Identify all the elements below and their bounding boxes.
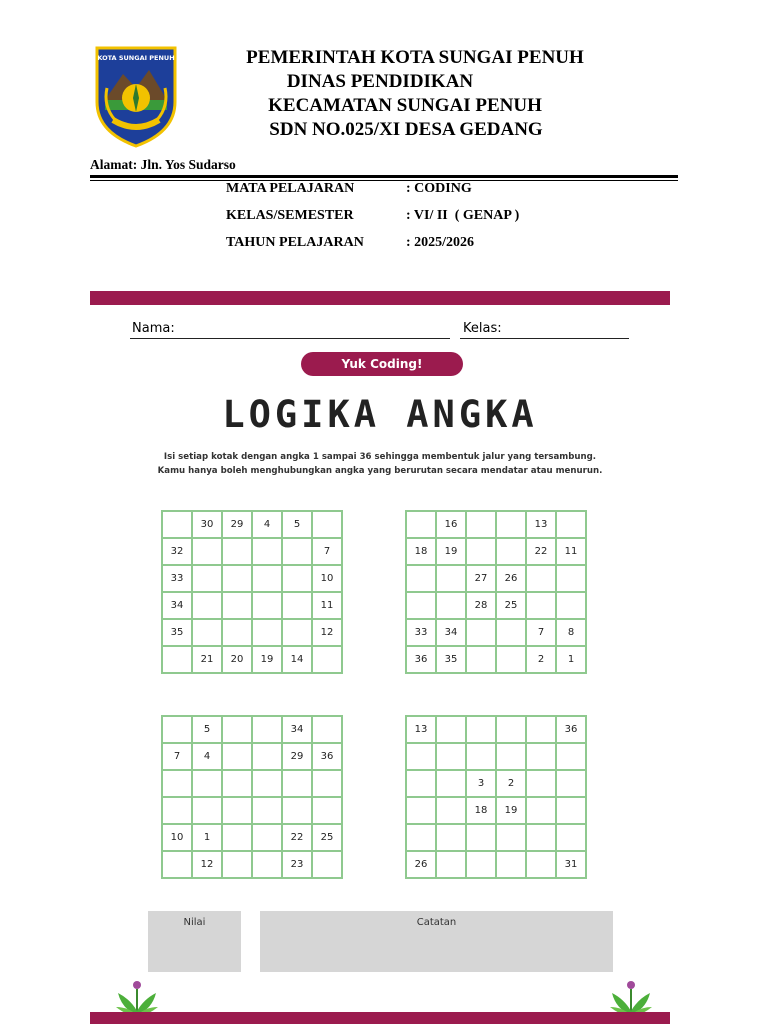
grid-cell[interactable] (556, 770, 586, 797)
grid-cell[interactable] (222, 619, 252, 646)
grid-row (162, 716, 342, 743)
grid-cell[interactable] (436, 565, 466, 592)
grid-cell[interactable]: 11 (312, 592, 342, 619)
grid-cell[interactable] (496, 743, 526, 770)
grid-cell[interactable]: 25 (312, 824, 342, 851)
grid-cell[interactable]: 34 (436, 619, 466, 646)
grid-cell[interactable] (556, 565, 586, 592)
grid-row (406, 511, 586, 538)
grid-cell[interactable] (312, 646, 342, 673)
grid-cell[interactable] (496, 716, 526, 743)
header-school: SDN NO.025/XI DESA GEDANG (269, 119, 543, 140)
logo-text: KOTA SUNGAI PENUH (97, 54, 175, 62)
grid-row (406, 716, 586, 743)
grid-cell[interactable] (252, 538, 282, 565)
grid-cell[interactable] (436, 716, 466, 743)
grid-row (406, 538, 586, 565)
grid-cell[interactable] (436, 851, 466, 878)
grid-cell[interactable] (252, 716, 282, 743)
header-department: DINAS PENDIDIKAN (286, 71, 474, 92)
grid-cell[interactable] (222, 592, 252, 619)
grid-cell[interactable]: 14 (282, 646, 312, 673)
grid-cell[interactable] (162, 646, 192, 673)
instruction-line-1: Isi setiap kotak dengan angka 1 sampai 36 sehingga membentuk jalur yang tersambung. (163, 452, 597, 462)
grid-cell[interactable] (556, 797, 586, 824)
grid-cell[interactable] (312, 511, 342, 538)
grid-cell[interactable]: 4 (252, 511, 282, 538)
grid-cell[interactable] (406, 592, 436, 619)
grid-cell[interactable] (222, 716, 252, 743)
grid-cell[interactable] (466, 538, 496, 565)
grid-cell[interactable] (406, 743, 436, 770)
grid-cell[interactable] (526, 824, 556, 851)
grid-cell[interactable] (556, 743, 586, 770)
grid-cell[interactable] (556, 824, 586, 851)
grid-cell[interactable] (556, 511, 586, 538)
grid-cell[interactable] (222, 743, 252, 770)
grid-cell[interactable]: 4 (192, 743, 222, 770)
grid-cell[interactable]: 29 (222, 511, 252, 538)
grid-cell[interactable]: 2 (496, 770, 526, 797)
grid-row (162, 619, 342, 646)
worksheet-title: LOGIKA ANGKA (222, 393, 538, 436)
grid-cell[interactable] (496, 619, 526, 646)
grid-row (406, 619, 586, 646)
grid-cell[interactable] (436, 770, 466, 797)
grid-cell[interactable]: 30 (192, 511, 222, 538)
grid-cell[interactable] (466, 511, 496, 538)
score-box[interactable] (148, 911, 241, 972)
grid-cell[interactable] (282, 592, 312, 619)
grid-row (162, 851, 342, 878)
grid-row (406, 770, 586, 797)
grid-cell[interactable] (162, 797, 192, 824)
grid-cell[interactable] (406, 770, 436, 797)
grid-cell[interactable]: 7 (312, 538, 342, 565)
grid-row (162, 592, 342, 619)
grid-cell[interactable]: 12 (192, 851, 222, 878)
grid-cell[interactable]: 26 (496, 565, 526, 592)
grid-cell[interactable]: 33 (406, 619, 436, 646)
grid-cell[interactable] (282, 770, 312, 797)
name-label: Nama: (132, 321, 175, 336)
grid-row (162, 770, 342, 797)
grid-cell[interactable]: 3 (466, 770, 496, 797)
grid-cell[interactable] (282, 565, 312, 592)
grid-cell[interactable] (466, 646, 496, 673)
grid-cell[interactable]: 12 (312, 619, 342, 646)
grid-cell[interactable] (192, 770, 222, 797)
grid-cell[interactable] (526, 851, 556, 878)
grid-cell[interactable] (436, 824, 466, 851)
grid-cell[interactable] (466, 619, 496, 646)
grid-cell[interactable] (496, 538, 526, 565)
header-government: PEMERINTAH KOTA SUNGAI PENUH (246, 47, 584, 68)
grid-cell[interactable] (162, 851, 192, 878)
grid-cell[interactable]: 7 (162, 743, 192, 770)
class-semester-value: : VI/ II ( GENAP ) (406, 208, 520, 223)
grid-cell[interactable] (252, 851, 282, 878)
school-year-value: : 2025/2026 (406, 235, 475, 250)
puzzle-grid-4 (405, 715, 587, 879)
grid-cell[interactable]: 36 (556, 716, 586, 743)
grid-cell[interactable]: 7 (526, 619, 556, 646)
grid-row (406, 565, 586, 592)
grid-cell[interactable] (526, 565, 556, 592)
grid-cell[interactable]: 20 (222, 646, 252, 673)
grid-row (162, 538, 342, 565)
grid-cell[interactable]: 8 (556, 619, 586, 646)
grid-cell[interactable]: 36 (406, 646, 436, 673)
grid-cell[interactable] (556, 592, 586, 619)
grid-cell[interactable] (192, 565, 222, 592)
class-semester-label: KELAS/SEMESTER (226, 208, 354, 223)
grid-cell[interactable]: 5 (282, 511, 312, 538)
grid-cell[interactable] (496, 851, 526, 878)
grid-cell[interactable] (312, 716, 342, 743)
grid-cell[interactable] (282, 619, 312, 646)
score-label: Nilai (183, 917, 206, 928)
subject-label: MATA PELAJARAN (226, 181, 355, 196)
grid-cell[interactable] (252, 743, 282, 770)
grid-cell[interactable]: 19 (496, 797, 526, 824)
grid-cell[interactable] (466, 824, 496, 851)
grid-cell[interactable]: 18 (466, 797, 496, 824)
grid-cell[interactable] (526, 592, 556, 619)
top-band (90, 291, 670, 305)
grid-cell[interactable] (436, 743, 466, 770)
grid-cell[interactable]: 10 (312, 565, 342, 592)
grid-cell[interactable]: 28 (466, 592, 496, 619)
notes-box[interactable] (260, 911, 613, 972)
grid-cell[interactable] (436, 592, 466, 619)
grid-cell[interactable]: 33 (162, 565, 192, 592)
grid-row (406, 851, 586, 878)
grid-row (406, 646, 586, 673)
grid-cell[interactable]: 19 (436, 538, 466, 565)
grid-cell[interactable] (222, 538, 252, 565)
grid-cell[interactable]: 1 (192, 824, 222, 851)
grid-cell[interactable] (252, 770, 282, 797)
grid-cell[interactable] (526, 743, 556, 770)
grid-cell[interactable] (282, 538, 312, 565)
grid-cell[interactable] (466, 851, 496, 878)
header-divider-thin (90, 180, 678, 181)
grid-cell[interactable] (162, 770, 192, 797)
grid-cell[interactable]: 21 (192, 646, 222, 673)
grid-cell[interactable]: 11 (556, 538, 586, 565)
grid-cell[interactable]: 32 (162, 538, 192, 565)
school-year-label: TAHUN PELAJARAN (226, 235, 364, 250)
grid-cell[interactable]: 34 (282, 716, 312, 743)
grid-cell[interactable] (312, 851, 342, 878)
school-address: Alamat: Jln. Yos Sudarso (90, 157, 236, 172)
grid-cell[interactable] (312, 770, 342, 797)
grid-row (162, 511, 342, 538)
grid-cell[interactable]: 22 (526, 538, 556, 565)
grid-cell[interactable]: 13 (406, 716, 436, 743)
grid-cell[interactable] (496, 824, 526, 851)
grid-cell[interactable] (222, 824, 252, 851)
grid-cell[interactable]: 22 (282, 824, 312, 851)
grid-cell[interactable] (496, 646, 526, 673)
name-line (130, 338, 450, 339)
grid-cell[interactable] (252, 797, 282, 824)
grid-row (162, 743, 342, 770)
grid-cell[interactable] (526, 716, 556, 743)
grid-cell[interactable]: 2 (526, 646, 556, 673)
grid-cell[interactable] (406, 824, 436, 851)
grid-cell[interactable] (466, 743, 496, 770)
grid-cell[interactable] (252, 619, 282, 646)
grid-row (162, 565, 342, 592)
grid-cell[interactable] (222, 851, 252, 878)
grid-cell[interactable] (312, 797, 342, 824)
grid-cell[interactable] (282, 797, 312, 824)
grid-cell[interactable] (192, 538, 222, 565)
grid-cell[interactable] (192, 592, 222, 619)
grid-cell[interactable] (252, 565, 282, 592)
grid-cell[interactable]: 27 (466, 565, 496, 592)
grid-row (406, 797, 586, 824)
grid-cell[interactable] (222, 565, 252, 592)
grid-cell[interactable] (436, 797, 466, 824)
grid-cell[interactable]: 13 (526, 511, 556, 538)
grid-cell[interactable]: 1 (556, 646, 586, 673)
grid-cell[interactable] (466, 716, 496, 743)
grid-cell[interactable]: 16 (436, 511, 466, 538)
header-district: KECAMATAN SUNGAI PENUH (268, 95, 542, 116)
worksheet (90, 291, 670, 1024)
class-line (460, 338, 629, 339)
grid-cell[interactable]: 19 (252, 646, 282, 673)
grid-row (406, 743, 586, 770)
notes-label: Catatan (416, 917, 457, 928)
grid-cell[interactable]: 23 (282, 851, 312, 878)
grid-row (406, 824, 586, 851)
grid-cell[interactable]: 26 (406, 851, 436, 878)
grid-cell[interactable] (526, 797, 556, 824)
grid-cell[interactable] (222, 770, 252, 797)
bottom-band (90, 1012, 670, 1024)
grid-cell[interactable]: 34 (162, 592, 192, 619)
header-divider (90, 175, 678, 178)
grid-cell[interactable]: 5 (192, 716, 222, 743)
grid-cell[interactable] (496, 511, 526, 538)
grid-cell[interactable] (192, 619, 222, 646)
grid-cell[interactable] (252, 824, 282, 851)
grid-cell[interactable]: 25 (496, 592, 526, 619)
grid-cell[interactable] (222, 797, 252, 824)
puzzle-grid-3 (161, 715, 343, 879)
grid-cell[interactable]: 10 (162, 824, 192, 851)
class-label: Kelas: (463, 321, 502, 336)
puzzle-grid-1 (161, 510, 343, 674)
grid-cell[interactable]: 35 (162, 619, 192, 646)
grid-cell[interactable]: 36 (312, 743, 342, 770)
grid-cell[interactable] (162, 716, 192, 743)
subject-value: : CODING (406, 181, 472, 196)
puzzle-grid-2 (405, 510, 587, 674)
grid-row (162, 824, 342, 851)
grid-cell[interactable]: 29 (282, 743, 312, 770)
grid-cell[interactable]: 35 (436, 646, 466, 673)
grid-row (162, 646, 342, 673)
grid-cell[interactable] (192, 797, 222, 824)
grid-cell[interactable]: 18 (406, 538, 436, 565)
instruction-line-2: Kamu hanya boleh menghubungkan angka yang berurutan secara mendatar atau menurun. (157, 466, 603, 476)
grid-cell[interactable] (526, 770, 556, 797)
grid-cell[interactable] (162, 511, 192, 538)
grid-cell[interactable] (406, 511, 436, 538)
yuk-coding-badge: Yuk Coding! (301, 352, 463, 376)
grid-cell[interactable] (252, 592, 282, 619)
grid-cell[interactable] (406, 797, 436, 824)
grid-row (406, 592, 586, 619)
grid-cell[interactable] (406, 565, 436, 592)
grid-row (162, 797, 342, 824)
grid-cell[interactable]: 31 (556, 851, 586, 878)
